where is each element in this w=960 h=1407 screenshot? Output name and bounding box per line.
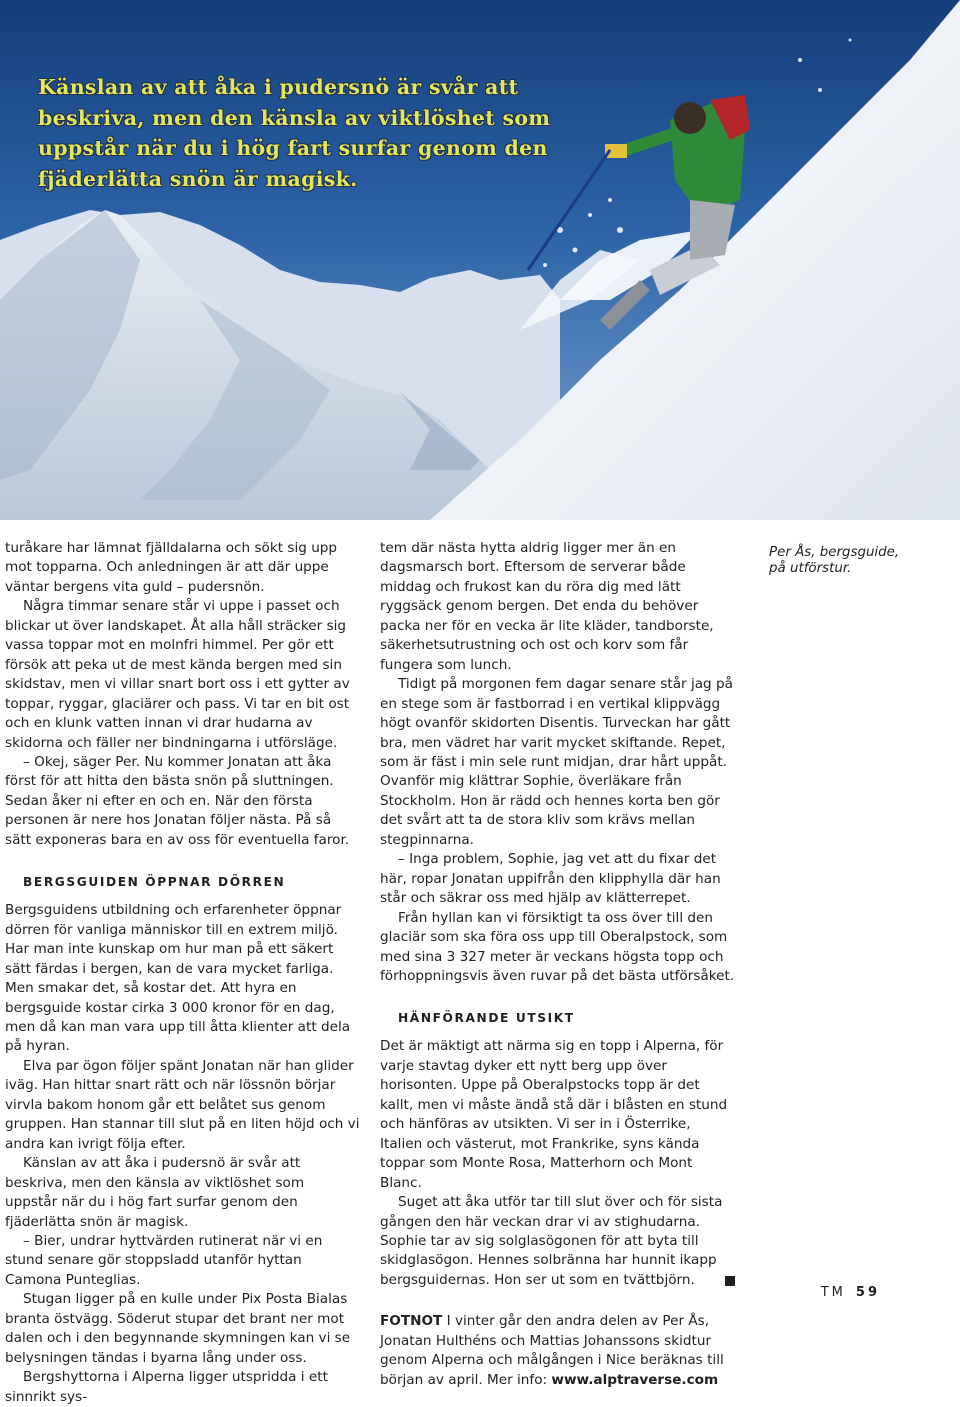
paragraph: – Okej, säger Per. Nu kommer Jonatan att åka först för att hitta den bästa snön på sluttningen. Sedan åker ni efter en och en. När den första personen är nere hos Jonatan följer nästa. På så sätt exponeras bara en av oss för eventuella faror. (5, 753, 350, 848)
caption-line-1: Per Ås, bergsguide, (769, 545, 900, 560)
pullquote-line-4: fjäderlätta snön är magisk. (38, 166, 358, 191)
paragraph: tem där nästa hytta aldrig ligger mer än en dagsmarsch bort. Eftersom de serverar både middag och frukost kan du röra dig med lätt ryggsäck genom bergen. Det enda du behöver packa ner för en vecka är lite kläder, tandborste, säkerhetsutrustning och ost och korv som får fungera som lunch. (380, 540, 714, 673)
pullquote-line-2: beskriva, men den känsla av viktlöshet som (38, 105, 551, 130)
paragraph-last (380, 1193, 735, 1290)
footnote-label: FOTNOT (380, 1313, 443, 1330)
pullquote (38, 72, 558, 194)
paragraph-text: Suget att åka utför tar till slut över och för sista gången den här veckan drar vi av stighudarna. Sophie tar av sig solglasögonen för att byta till skidglasögon. Hennes solbränna har hunnit ikapp bergsguidernas. Hon ser ut som en tvättbjörn. (380, 1194, 723, 1288)
pullquote-line-1: Känslan av att åka i pudersnö är svår att (38, 75, 519, 99)
section-heading: BERGSGUIDEN ÖPPNAR DÖRREN (23, 875, 286, 890)
paragraph: – Inga problem, Sophie, jag vet att du fixar det här, ropar Jonatan uppifrån den klipphylla där han står och säkrar oss med hjälp av klätterrepet. (380, 851, 721, 907)
section-heading: HÄNFÖRANDE UTSIKT (398, 1011, 575, 1026)
article-column-1 (5, 539, 360, 1407)
paragraph: turåkare har lämnat fjälldalarna och sökt sig upp mot topparna. Och anledningen är att där uppe väntar bergens vita guld – pudersnön. (5, 540, 338, 595)
paragraph: Stugan ligger på en kulle under Pix Posta Bialas branta östvägg. Söderut stupar det brant ner mot dalen och i den begynnande skymningen kan vi se belysningen tändas i byarna lång under oss. (5, 1291, 351, 1366)
end-mark-icon (725, 1276, 735, 1286)
footnote-text: I vinter går den andra delen av Per Ås, Jonatan Hulthéns och Mattias Johanssons skidtur genom Alperna och målgången i Nice beräknas till början av april. Mer info: (380, 1313, 724, 1388)
paragraph: Tidigt på morgonen fem dagar senare står jag på en stege som är fastborrad i en vertikal klippvägg högt ovanför skidorten Disentis. Turveckan har gått bra, men vädret har varit mycket skiftande. Repet, som är fäst i min sele runt midjan, drar hårt uppåt. Ovanför mig klättrar Sophie, överläkare från Stockholm. Hon är rädd och hennes korta ben gör det svårt att ta de stora kliv som krävs mellan stegpinnarna. (380, 676, 733, 848)
page-number: 59 (855, 1285, 880, 1300)
paragraph: Elva par ögon följer spänt Jonatan när han glider iväg. Han hittar snart rätt och när lössnön börjar virvla bakom honom går ett belåtet sus genom gruppen. Han stannar till slut på en liten höjd och vi andra kan ivrigt följa efter. (5, 1057, 360, 1152)
magazine-mark: TM (820, 1285, 846, 1300)
footnote-link[interactable]: www.alptraverse.com (551, 1371, 719, 1388)
paragraph: – Bier, undrar hyttvärden rutinerat när vi en stund senare gör stoppsladd utanför hyttan Camona Punteglias. (5, 1232, 323, 1288)
page-folio (821, 1285, 880, 1301)
caption-line-2: på utförstur. (769, 561, 852, 576)
paragraph: Bergsguidens utbildning och erfarenheter öppnar dörren för vanliga människor till en extrem miljö. Har man inte kunskap om hur man på ett säkert sätt färdas i bergen, kan de vara mycket farliga. Men smakar det, så kostar det. Att hyra en bergsguide kostar cirka 3 000 kronor för en dag, men då kan man vara upp till åtta klienter att dela på hyran. (5, 902, 351, 1055)
paragraph: Några timmar senare står vi uppe i passet och blickar ut över landskapet. Åt alla håll sträcker sig vassa toppar mot en molnfri himmel. Per gör ett försök att peka ut de mest kända bergen med sin skidstav, men vi villar snart bort oss i ett gytter av toppar, ryggar, glaciärer och pass. Vi tar en bit ost och en klunk vatten innan vi drar hudarna av skidorna och fäller ner bindningarna i utförsläge. (5, 598, 350, 751)
paragraph: Känslan av att åka i pudersnö är svår att beskriva, men den känsla av viktlöshet som uppstår när du i hög fart surfar genom den fjäderlätta snön är magisk. (5, 1155, 305, 1230)
footnote (380, 1312, 735, 1390)
photo-caption (769, 545, 919, 577)
paragraph: Bergshyttorna i Alperna ligger utspridda i ett sinnrikt sys- (5, 1369, 328, 1405)
article-column-2 (380, 539, 735, 1390)
paragraph: Det är mäktigt att närma sig en topp i Alperna, för varje stavtag dyker ett nytt berg upp över horisonten. Uppe på Oberalpstocks topp är det kallt, men vi måste ändå stå där i blåsten en stund och hänföras av utsikten. Vi ser in i Österrike, Italien och västerut, mot Frankrike, syns kända toppar som Monte Rosa, Matterhorn och Mont Blanc. (380, 1038, 728, 1191)
paragraph: Från hyllan kan vi försiktigt ta oss över till den glaciär som ska föra oss upp till Oberalpstock, som med sina 3 327 meter är veckans högsta topp och förhoppningsvis även ruvar på det bästa utförsåket. (380, 909, 735, 984)
pullquote-line-3: uppstår när du i hög fart surfar genom den (38, 136, 548, 160)
